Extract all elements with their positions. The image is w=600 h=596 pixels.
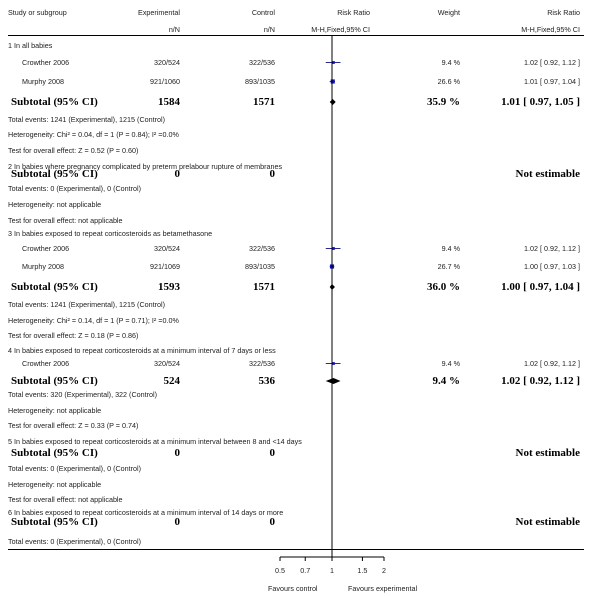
- subgroup-note: Total events: 0 (Experimental), 0 (Control): [8, 537, 142, 546]
- subtotal-weight: 9.4 %: [432, 375, 460, 387]
- subgroup-heading: 5 In babies exposed to repeat corticosteroids at a minimum interval between 8 and <14 days: [8, 437, 302, 446]
- header-risk-ratio-2: Risk Ratio: [547, 8, 580, 17]
- study-risk-ratio-ci: 1.02 [ 0.92, 1.12 ]: [524, 244, 580, 253]
- header-experimental: Experimental: [138, 8, 180, 17]
- subtotal-risk-ratio-ci: Not estimable: [515, 516, 580, 528]
- study-weight: 9.4 %: [441, 359, 460, 368]
- subtotal-risk-ratio-ci: 1.00 [ 0.97, 1.04 ]: [501, 281, 580, 293]
- subgroup-heading: 3 In babies exposed to repeat corticosteroids as betamethasone: [8, 229, 213, 238]
- subgroup-note: Test for overall effect: Z = 0.18 (P = 0.86): [8, 331, 139, 340]
- subgroup-note: Test for overall effect: not applicable: [8, 216, 123, 225]
- subtotal-label: Subtotal (95% CI): [11, 281, 98, 293]
- subtotal-control-total: 1571: [253, 96, 275, 108]
- subtotal-experimental-total: 0: [174, 168, 180, 180]
- study-control-count: 322/536: [249, 359, 275, 368]
- study-point-estimate: [332, 247, 335, 250]
- study-point-estimate: [332, 362, 335, 365]
- x-axis-tick-label: 0.7: [300, 566, 311, 575]
- subgroup-note: Total events: 0 (Experimental), 0 (Control): [8, 464, 142, 473]
- study-weight: 9.4 %: [441, 244, 460, 253]
- study-weight: 26.6 %: [437, 77, 460, 86]
- study-name: Murphy 2008: [22, 77, 64, 86]
- study-experimental-count: 320/524: [154, 58, 180, 67]
- subtotal-experimental-total: 0: [174, 447, 180, 459]
- subgroup-note: Test for overall effect: not applicable: [8, 495, 123, 504]
- subtotal-weight: 36.0 %: [427, 281, 460, 293]
- subtotal-risk-ratio-ci: 1.02 [ 0.92, 1.12 ]: [501, 375, 580, 387]
- study-experimental-count: 921/1060: [150, 77, 180, 86]
- study-name: Crowther 2006: [22, 359, 70, 368]
- x-axis-tick-label: 1.5: [357, 566, 368, 575]
- subgroup-note: Total events: 1241 (Experimental), 1215 (Control): [8, 300, 166, 309]
- subtotal-label: Subtotal (95% CI): [11, 96, 98, 108]
- subtotal-diamond: [326, 378, 341, 384]
- subtotal-control-total: 536: [258, 375, 275, 387]
- subtotal-experimental-total: 1593: [158, 281, 180, 293]
- subgroup-note: Heterogeneity: not applicable: [8, 200, 102, 209]
- study-risk-ratio-ci: 1.01 [ 0.97, 1.04 ]: [524, 77, 580, 86]
- subtotal-experimental-total: 1584: [158, 96, 180, 108]
- header-control-nn: n/N: [263, 25, 275, 34]
- header-control: Control: [251, 8, 275, 17]
- header-weight: Weight: [437, 8, 460, 17]
- subgroup-note: Test for overall effect: Z = 0.33 (P = 0.74): [8, 421, 139, 430]
- subgroup-note: Heterogeneity: Chi² = 0.14, df = 1 (P = 0.71); I² =0.0%: [8, 316, 179, 325]
- subgroup-heading: 4 In babies exposed to repeat corticosteroids at a minimum interval of 7 days or less: [8, 346, 276, 355]
- subtotal-weight: 35.9 %: [427, 96, 460, 108]
- subgroup-note: Heterogeneity: not applicable: [8, 406, 102, 415]
- study-experimental-count: 320/524: [154, 359, 180, 368]
- subgroup-heading: 1 In all babies: [8, 41, 53, 50]
- subgroup-heading: 6 In babies exposed to repeat corticosteroids at a minimum interval of 14 days or more: [8, 508, 284, 517]
- study-name: Crowther 2006: [22, 244, 70, 253]
- study-point-estimate: [332, 61, 335, 64]
- x-axis-tick-label: 1: [330, 566, 334, 575]
- x-axis-tick-label: 0.5: [275, 566, 285, 575]
- study-risk-ratio-ci: 1.00 [ 0.97, 1.03 ]: [524, 262, 580, 271]
- subtotal-control-total: 0: [269, 516, 275, 528]
- header-experimental-nn: n/N: [168, 25, 180, 34]
- study-name: Murphy 2008: [22, 262, 64, 271]
- subtotal-diamond: [330, 99, 336, 105]
- study-experimental-count: 320/524: [154, 244, 180, 253]
- header-risk-ratio-method: M-H,Fixed,95% CI: [311, 25, 370, 34]
- subtotal-label: Subtotal (95% CI): [11, 447, 98, 459]
- subtotal-label: Subtotal (95% CI): [11, 168, 98, 180]
- subtotal-risk-ratio-ci: Not estimable: [515, 168, 580, 180]
- x-axis-tick-label: 2: [382, 566, 386, 575]
- subgroup-heading: 2 In babies where pregnancy complicated by preterm prelabour rupture of membranes: [8, 162, 283, 171]
- subtotal-risk-ratio-ci: Not estimable: [515, 447, 580, 459]
- study-name: Crowther 2006: [22, 58, 70, 67]
- study-control-count: 893/1035: [245, 77, 275, 86]
- header-study-col: Study or subgroup: [8, 8, 67, 17]
- subtotal-control-total: 1571: [253, 281, 275, 293]
- favours-left-label: Favours control: [268, 584, 318, 593]
- subtotal-label: Subtotal (95% CI): [11, 516, 98, 528]
- study-risk-ratio-ci: 1.02 [ 0.92, 1.12 ]: [524, 58, 580, 67]
- subgroup-note: Heterogeneity: not applicable: [8, 480, 102, 489]
- subtotal-risk-ratio-ci: 1.01 [ 0.97, 1.05 ]: [501, 96, 580, 108]
- study-weight: 26.7 %: [437, 262, 460, 271]
- subgroup-note: Total events: 0 (Experimental), 0 (Control): [8, 184, 142, 193]
- study-control-count: 322/536: [249, 58, 275, 67]
- subgroup-note: Total events: 1241 (Experimental), 1215 (Control): [8, 115, 166, 124]
- study-experimental-count: 921/1069: [150, 262, 180, 271]
- subtotal-control-total: 0: [269, 447, 275, 459]
- study-weight: 9.4 %: [441, 58, 460, 67]
- subgroup-note: Test for overall effect: Z = 0.52 (P = 0.60): [8, 146, 139, 155]
- favours-right-label: Favours experimental: [348, 584, 418, 593]
- subtotal-experimental-total: 0: [174, 516, 180, 528]
- study-control-count: 322/536: [249, 244, 275, 253]
- subtotal-experimental-total: 524: [163, 375, 180, 387]
- study-control-count: 893/1035: [245, 262, 275, 271]
- subtotal-control-total: 0: [269, 168, 275, 180]
- header-risk-ratio-method-2: M-H,Fixed,95% CI: [521, 25, 580, 34]
- subgroup-note: Heterogeneity: Chi² = 0.04, df = 1 (P = 0.84); I² =0.0%: [8, 130, 179, 139]
- subtotal-label: Subtotal (95% CI): [11, 375, 98, 387]
- study-point-estimate: [331, 79, 335, 83]
- study-risk-ratio-ci: 1.02 [ 0.92, 1.12 ]: [524, 359, 580, 368]
- header-risk-ratio: Risk Ratio: [337, 8, 370, 17]
- subgroup-note: Total events: 320 (Experimental), 322 (Control): [8, 390, 158, 399]
